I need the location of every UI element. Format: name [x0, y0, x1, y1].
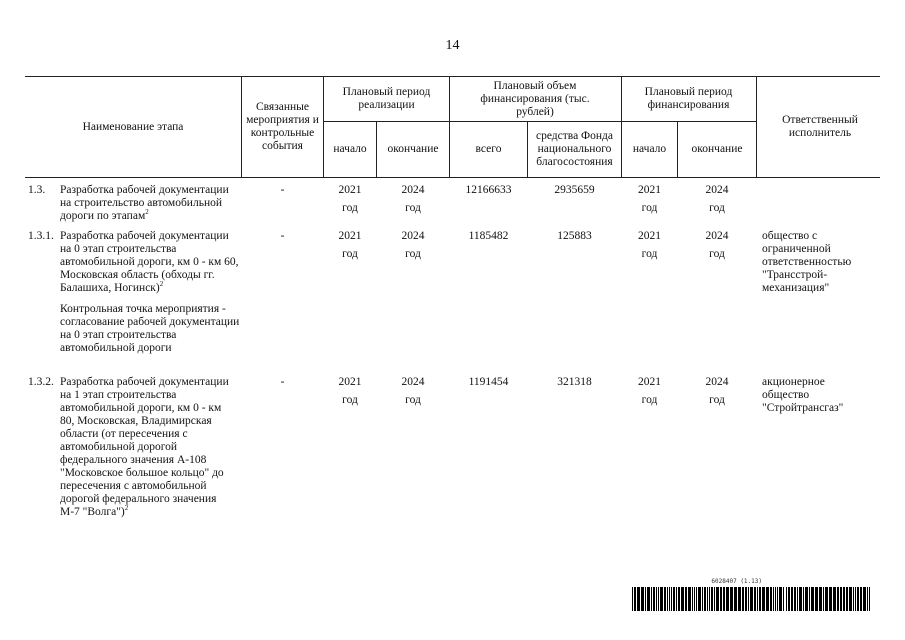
- barcode-bar: [855, 587, 856, 611]
- barcode-bar: [837, 587, 839, 611]
- page-number: 14: [445, 38, 460, 53]
- barcode-bar: [698, 587, 701, 611]
- header-fin-end: окончание: [691, 143, 743, 155]
- barcode-bar: [791, 587, 793, 611]
- barcode-bar: [653, 587, 655, 611]
- stage-name: Разработка рабочей документации на 1 этап строительства автомобильной дороги, км 0 - км 80, Московская, Владимирская области (от пересечения с автомобильной дорогой федерального значения А-108 "Московское большое кольцо" до пересечения с автомобильной дорогой федерального значения М-7 "Волга")$^2$: [60, 376, 229, 518]
- barcode-bar: [716, 587, 719, 611]
- header-plan-period-impl: Плановый период реализации: [342, 86, 431, 111]
- barcode-bar: [688, 587, 691, 611]
- table-header-bottom-rule: [25, 177, 880, 178]
- barcode-bar: [833, 587, 836, 611]
- barcode-bar: [647, 587, 650, 611]
- impl-end: 2024 год: [401, 376, 425, 406]
- barcode-bar: [696, 587, 697, 611]
- barcode-bar: [797, 587, 798, 611]
- header-stage-name: Наименование этапа: [82, 120, 184, 133]
- barcode-bar: [788, 587, 790, 611]
- responsible: общество с ограниченной ответственностью "Трансстрой-механизация": [762, 230, 852, 294]
- barcode-bar: [634, 587, 636, 611]
- finance-fund: 321318: [557, 376, 592, 388]
- barcode-bar: [803, 587, 804, 611]
- barcode-bar: [779, 587, 782, 611]
- finance-total: 12166633: [465, 184, 512, 196]
- barcode-bar: [632, 587, 633, 611]
- header-impl-end: окончание: [387, 143, 439, 155]
- barcode-bar: [656, 587, 657, 611]
- barcode-bar: [783, 587, 784, 611]
- barcode-bar: [669, 587, 670, 611]
- footnote-ref: 2: [145, 208, 149, 217]
- barcode-bar: [846, 587, 848, 611]
- barcode-bar: [702, 587, 703, 611]
- barcode-bar: [794, 587, 796, 611]
- barcode-bar: [681, 587, 684, 611]
- fin-start: 2021 год: [638, 184, 661, 214]
- barcode-bar: [745, 587, 747, 611]
- barcode-bar: [658, 587, 659, 611]
- barcode-bar: [762, 587, 765, 611]
- barcode-label: 6028407 (1.13): [711, 578, 762, 585]
- barcode-bar: [809, 587, 810, 611]
- barcode-bar: [805, 587, 808, 611]
- barcode-bar: [694, 587, 695, 611]
- barcode-bar: [773, 587, 774, 611]
- barcode-bar: [766, 587, 769, 611]
- barcode-bar: [863, 587, 866, 611]
- barcode-bar: [829, 587, 832, 611]
- barcode-bar: [759, 587, 761, 611]
- barcode-bar: [730, 587, 733, 611]
- barcode-bar: [667, 587, 668, 611]
- barcode-bar: [777, 587, 778, 611]
- impl-start: 2021 год: [338, 184, 362, 214]
- col-divider: [756, 76, 757, 177]
- barcode-bar: [738, 587, 741, 611]
- barcode-bar: [651, 587, 652, 611]
- barcode-bar: [853, 587, 854, 611]
- header-responsible: Ответственный исполнитель: [782, 114, 858, 139]
- impl-end: 2024 год: [401, 230, 425, 260]
- barcode-bar: [750, 587, 753, 611]
- header-fund: средства Фонда национального благосостояния: [536, 130, 613, 168]
- barcode-bar: [823, 587, 824, 611]
- row-number: 1.3.1.: [28, 230, 54, 242]
- related-events: -: [280, 376, 285, 388]
- barcode-bar: [704, 587, 706, 611]
- barcode-bar: [723, 587, 725, 611]
- barcode-bar: [857, 587, 859, 611]
- barcode-bar: [775, 587, 776, 611]
- related-events: -: [280, 230, 285, 242]
- responsible: акционерное общество "Стройтрансгаз": [762, 376, 844, 414]
- barcode-bar: [692, 587, 693, 611]
- barcode-bar: [867, 587, 868, 611]
- impl-start: 2021 год: [338, 230, 362, 260]
- barcode-bar: [714, 587, 715, 611]
- footnote-ref: 2: [159, 280, 164, 289]
- barcode-bar: [819, 587, 822, 611]
- header-plan-period-fin: Плановый период финансирования: [644, 86, 733, 111]
- header-impl-start: начало: [333, 143, 367, 155]
- impl-start: 2021 год: [338, 376, 362, 406]
- stage-name: Разработка рабочей документации на 0 этап строительства автомобильной дороги, км 0 - км 60, Московская область (обходы гг. Балашиха, Ногинск)$^2$: [60, 230, 239, 294]
- fin-end: 2024 год: [705, 184, 729, 214]
- fin-start: 2021 год: [638, 230, 661, 260]
- barcode-bar: [757, 587, 758, 611]
- fin-start: 2021 год: [638, 376, 661, 406]
- barcode-bar: [825, 587, 828, 611]
- header-related-events: Связанные мероприятия и контрольные события: [246, 101, 319, 152]
- barcode-bar: [671, 587, 672, 611]
- row-number: 1.3.2.: [28, 376, 54, 388]
- barcode-bar: [815, 587, 818, 611]
- row-number: 1.3.: [28, 184, 46, 196]
- fin-end: 2024 год: [705, 230, 729, 260]
- barcode-bar: [641, 587, 644, 611]
- barcode-bar: [676, 587, 677, 611]
- stage-name: Разработка рабочей документации на строительство автомобильной дороги по этапам$^2$: [60, 184, 229, 222]
- barcode-bar: [709, 587, 710, 611]
- barcode-bar: [742, 587, 744, 611]
- control-point: Контрольная точка мероприятия - согласование рабочей документации на 0 этап строительства автомобильной дороги: [60, 303, 240, 354]
- header-fin-start: начало: [632, 143, 667, 155]
- barcode-bar: [720, 587, 722, 611]
- finance-total: 1185482: [468, 230, 509, 242]
- footnote-ref: 2: [124, 504, 129, 513]
- barcode-bar: [843, 587, 845, 611]
- barcode-bar: [734, 587, 737, 611]
- barcode-bar: [748, 587, 749, 611]
- barcode-bar: [685, 587, 687, 611]
- barcode-bar: [637, 587, 640, 611]
- barcode-bar: [849, 587, 852, 611]
- barcode-bar: [754, 587, 756, 611]
- barcode-icon: [632, 587, 872, 611]
- finance-fund: 125883: [557, 230, 592, 242]
- barcode-bar: [678, 587, 680, 611]
- header-total: всего: [475, 143, 502, 155]
- fin-end: 2024 год: [705, 376, 729, 406]
- barcode-bar: [799, 587, 802, 611]
- header-plan-volume: Плановый объем финансирования (тыс. рублей): [480, 79, 590, 118]
- impl-end: 2024 год: [401, 184, 425, 214]
- barcode-bar: [786, 587, 787, 611]
- barcode-bar: [860, 587, 862, 611]
- finance-total: 1191454: [468, 376, 509, 388]
- related-events: -: [280, 184, 285, 196]
- barcode-bar: [726, 587, 729, 611]
- barcode-bar: [660, 587, 663, 611]
- barcode-bar: [840, 587, 842, 611]
- barcode-bar: [645, 587, 646, 611]
- finance-fund: 2935659: [554, 184, 595, 196]
- barcode-bar: [811, 587, 814, 611]
- barcode-bar: [673, 587, 675, 611]
- barcode-bar: [711, 587, 713, 611]
- barcode-bar: [707, 587, 708, 611]
- barcode-bar: [869, 587, 870, 611]
- barcode-bar: [770, 587, 772, 611]
- barcode-bar: [664, 587, 666, 611]
